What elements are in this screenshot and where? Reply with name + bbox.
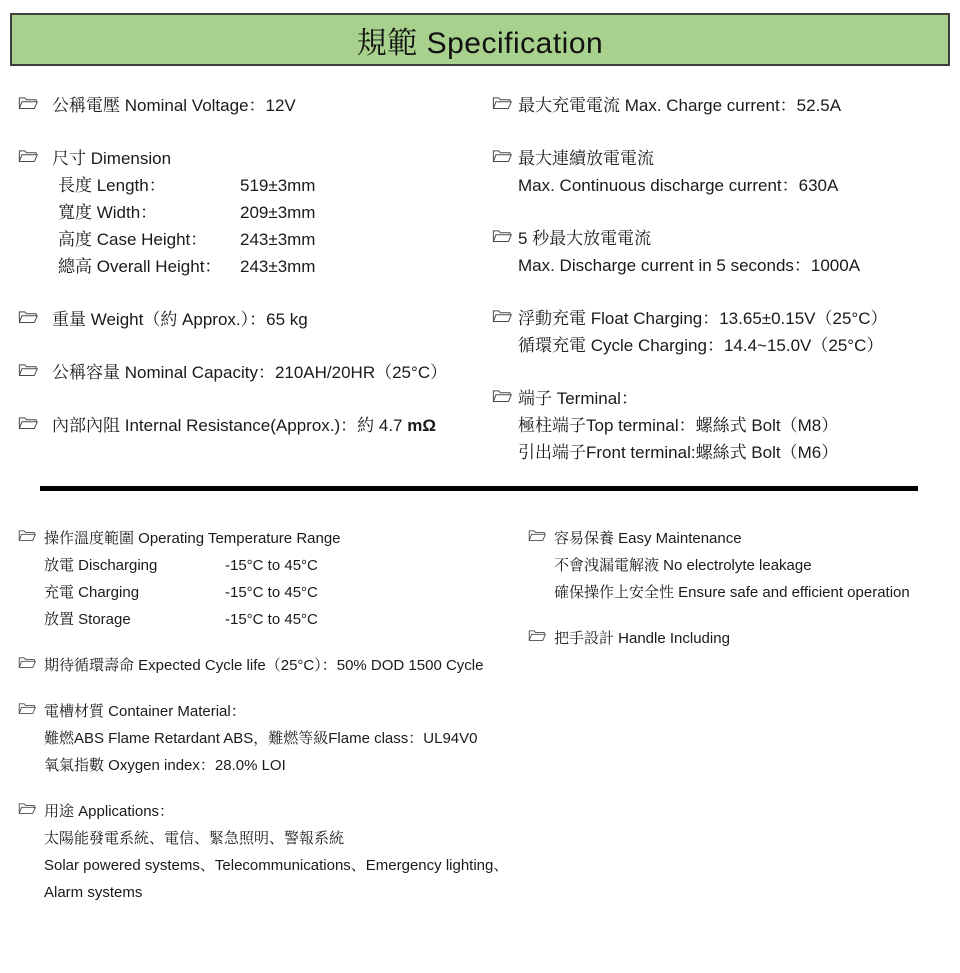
top-left-column [0,92,478,466]
spec-text: 氧氣指數 Oxygen index：28.0% LOI [44,757,286,774]
spec-item-charging-voltage [492,305,960,359]
bottom-spec-area [0,491,960,925]
open-folder-icon [528,625,554,642]
page-title: 規範 Specification [356,26,604,60]
spec-text: Max. Continuous discharge current：630A [518,176,839,195]
open-folder-icon [18,412,52,430]
spec-text: 公稱容量 Nominal Capacity：210AH/20HR（25°C） [52,363,448,382]
spec-text: 不會洩漏電解液 No electrolyte leakage [554,557,812,574]
open-folder-icon [492,225,518,243]
spec-text: 極柱端子Top terminal：螺絲式 Bolt（M8） [518,416,839,435]
spec-text: 電槽材質 Container Material： [44,703,246,720]
open-folder-icon [492,385,518,403]
spec-text: 5 秒最大放電電流 [518,229,652,248]
spec-item-nominal-voltage [18,92,478,119]
spec-item-weight [18,306,478,333]
spec-text: Solar powered systems、Telecommunications、Emergency lighting、 [44,857,509,874]
open-folder-icon [18,652,44,669]
dimension-row: 總高 Overall Height： 243±3mm [58,257,316,276]
spec-text: 用途 Applications： [44,803,175,820]
spec-item-easy-maintenance [528,525,960,606]
temperature-row: 充電 Charging -15°C to 45°C [44,584,318,601]
spec-text: 期待循環壽命 Expected Cycle life（25°C）：50% DOD 1500 Cycle [44,657,484,674]
open-folder-icon [492,145,518,163]
spec-text: 容易保養 Easy Maintenance [554,530,742,547]
spec-item-cycle-life [18,652,510,679]
header-banner [10,13,950,66]
open-folder-icon [492,92,518,110]
spec-item-internal-resistance [18,412,478,439]
dimension-row: 長度 Length： 519±3mm [58,176,316,195]
temperature-row: 放置 Storage -15°C to 45°C [44,611,318,628]
spec-text: 操作溫度範圍 Operating Temperature Range [44,530,341,547]
open-folder-icon [492,305,518,323]
spec-item-operating-temperature [18,525,510,633]
resistance-unit: mΩ [407,416,436,435]
spec-item-handle [528,625,960,652]
spec-text: 太陽能發電系統、電信、緊急照明、警報系統 [44,830,345,847]
spec-text: 尺寸 Dimension [52,149,172,168]
bottom-left-column [0,525,510,925]
spec-text: 循環充電 Cycle Charging：14.4~15.0V（25°C） [518,336,884,355]
spec-text: 浮動充電 Float Charging：13.65±0.15V（25°C） [518,309,888,328]
spec-text: 最大連續放電電流 [518,149,654,168]
spec-item-max-continuous-discharge [492,145,960,199]
spec-text: 難燃ABS Flame Retardant ABS，難燃等級Flame class：UL94V0 [44,730,478,747]
spec-item-applications [18,798,510,906]
spec-text: 公稱電壓 Nominal Voltage：12V [52,96,296,115]
spec-item-max-charge-current [492,92,960,119]
spec-text: 把手設計 Handle Including [554,630,730,647]
spec-text: Max. Discharge current in 5 seconds：1000A [518,256,861,275]
dimension-row: 高度 Case Height： 243±3mm [58,230,316,249]
spec-text: 引出端子Front terminal:螺絲式 Bolt（M6） [518,443,839,462]
temperature-row: 放電 Discharging -15°C to 45°C [44,557,318,574]
open-folder-icon [18,306,52,324]
open-folder-icon [18,525,44,542]
open-folder-icon [18,698,44,715]
spec-item-container-material [18,698,510,779]
open-folder-icon [18,359,52,377]
top-right-column [478,92,960,466]
dimension-row: 寬度 Width： 209±3mm [58,203,316,222]
spec-text: 重量 Weight（約 Approx.）：65 kg [52,310,308,329]
open-folder-icon [18,145,52,163]
spec-text: 端子 Terminal： [518,389,638,408]
spec-item-dimension [18,145,478,280]
open-folder-icon [18,92,52,110]
spec-item-max-discharge-5s [492,225,960,279]
open-folder-icon [528,525,554,542]
bottom-right-column [510,525,960,925]
spec-text: 內部內阻 Internal Resistance(Approx.)：約 4.7 mΩ [52,416,436,435]
spec-item-terminal [492,385,960,466]
spec-text: 確保操作上安全性 Ensure safe and efficient operation [554,584,910,601]
open-folder-icon [18,798,44,815]
spec-text: 最大充電電流 Max. Charge current：52.5A [518,96,842,115]
top-spec-area [0,66,960,466]
spec-item-nominal-capacity [18,359,478,386]
spec-text: Alarm systems [44,884,143,901]
